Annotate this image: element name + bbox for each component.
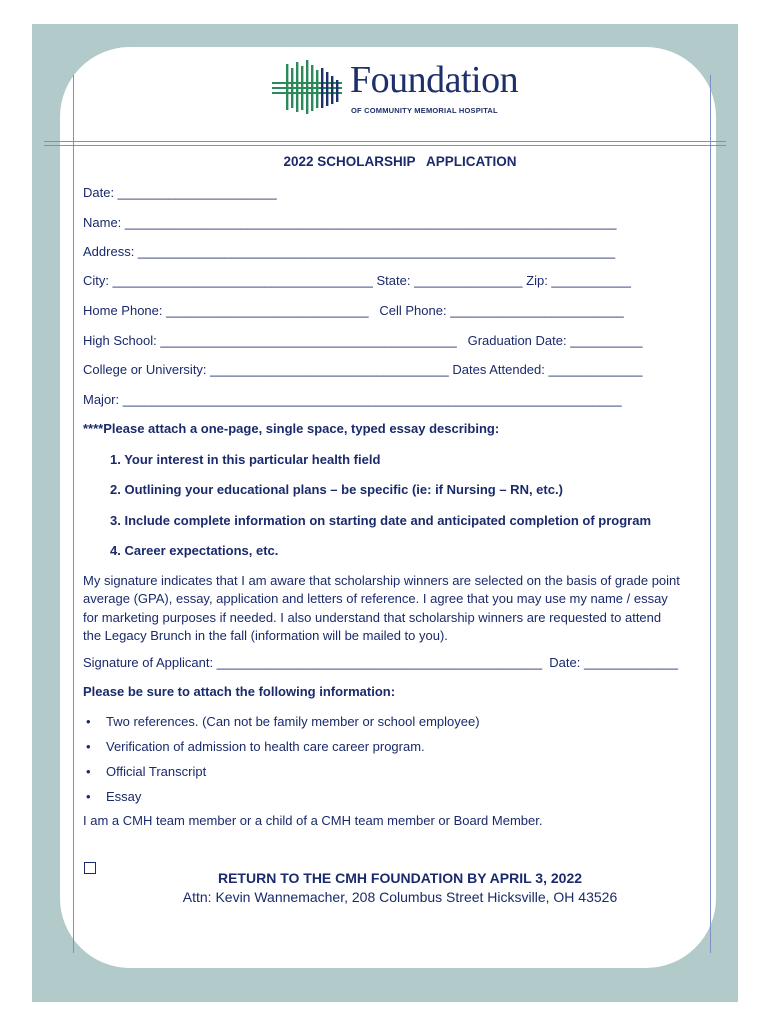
statement-line: the Legacy Brunch in the fall (information will be mailed to you). xyxy=(83,627,448,643)
college-field[interactable]: College or University: _________________________________ Dates Attended: _____________ xyxy=(83,362,643,377)
essay-instruction: ****Please attach a one-page, single space, typed essay describing: xyxy=(83,421,500,436)
name-field[interactable]: Name: ____________________________________________________________________ xyxy=(83,215,617,230)
attachment-item xyxy=(86,739,425,754)
attachment-label: Verification of admission to health care career program. xyxy=(106,739,425,754)
attachment-item xyxy=(86,789,141,804)
attachments-heading: Please be sure to attach the following information: xyxy=(83,684,396,699)
crop-line-top-1 xyxy=(44,141,726,142)
attachment-label: Two references. (Can not be family member or school employee) xyxy=(106,714,480,729)
attachment-item xyxy=(86,714,480,729)
bullet-icon: • xyxy=(86,764,91,779)
return-address: Attn: Kevin Wannemacher, 208 Columbus Street Hicksville, OH 43526 xyxy=(182,889,618,905)
logo-title: Foundation xyxy=(350,59,519,101)
essay-item: 3. Include complete information on starting date and anticipated completion of program xyxy=(110,513,651,528)
attachment-item xyxy=(86,764,206,779)
crop-line-left xyxy=(73,75,74,953)
team-member-statement: I am a CMH team member or a child of a CMH team member or Board Member. xyxy=(83,813,543,828)
high-school-field[interactable]: High School: _________________________________________ Graduation Date: __________ xyxy=(83,333,643,348)
return-deadline: RETURN TO THE CMH FOUNDATION BY APRIL 3, 2022 xyxy=(217,870,583,886)
essay-item: 2. Outlining your educational plans – be specific (ie: if Nursing – RN, etc.) xyxy=(110,482,563,497)
major-field[interactable]: Major: _____________________________________________________________________ xyxy=(83,392,622,407)
date-field[interactable]: Date: ______________________ xyxy=(83,185,277,200)
crop-line-right xyxy=(710,75,711,953)
bullet-icon: • xyxy=(86,714,91,729)
address-field[interactable]: Address: __________________________________________________________________ xyxy=(83,244,616,259)
phone-field[interactable]: Home Phone: ____________________________ Cell Phone: ________________________ xyxy=(83,303,624,318)
essay-item: 1. Your interest in this particular health field xyxy=(110,452,381,467)
logo-subtitle: OF COMMUNITY MEMORIAL HOSPITAL xyxy=(351,106,498,115)
statement-line: average (GPA), essay, application and letters of reference. I agree that you may use my name / essay xyxy=(83,591,668,607)
signature-field[interactable]: Signature of Applicant: _____________________________________________ Date: _____________ xyxy=(83,655,678,670)
bullet-icon: • xyxy=(86,789,91,804)
essay-item: 4. Career expectations, etc. xyxy=(110,543,279,558)
city-state-zip-field[interactable]: City: ____________________________________ State: _______________ Zip: ___________ xyxy=(83,273,631,288)
statement-line: for marketing purposes if needed. I also understand that scholarship winners are requested to attend xyxy=(83,609,662,625)
statement-line: My signature indicates that I am aware that scholarship winners are selected on the basis of grade point xyxy=(83,573,680,588)
form-title: 2022 SCHOLARSHIP APPLICATION xyxy=(283,154,517,169)
attachment-label: Essay xyxy=(106,789,142,804)
bullet-icon: • xyxy=(86,739,91,754)
signature-statement xyxy=(83,572,733,645)
crop-line-top-2 xyxy=(44,145,726,146)
attachment-label: Official Transcript xyxy=(106,764,207,779)
